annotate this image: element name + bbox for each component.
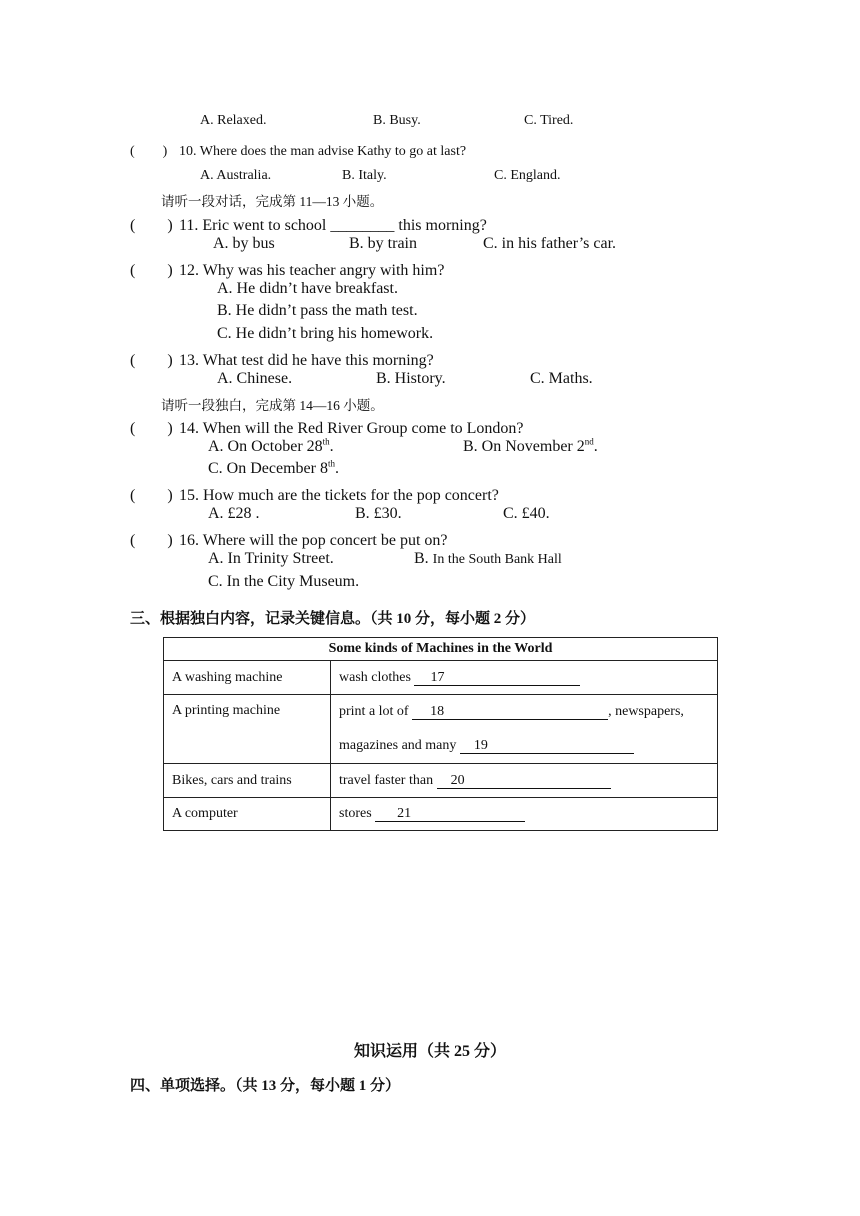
q16-option-b: B. In the South Bank Hall [414, 550, 562, 567]
q13-option-c: C. Maths. [530, 370, 593, 387]
answer-paren[interactable]: ( ) [130, 532, 173, 549]
blank-20[interactable]: 20 [437, 773, 611, 789]
q15-option-b: B. £30. [355, 505, 402, 522]
q13-option-a: A. Chinese. [217, 370, 293, 387]
q16-question: 16. Where will the pop concert be put on? [179, 532, 448, 549]
q13-option-b: B. History. [376, 370, 446, 387]
q13-question-line [130, 347, 434, 370]
q10-option-a: A. Australia. [200, 168, 272, 183]
table-row [164, 695, 718, 764]
q10-question: 10. Where does the man advise Kathy to go at last? [179, 144, 467, 159]
blank-19[interactable]: 19 [460, 738, 634, 754]
q14-option-a: A. On October 28th. [208, 436, 334, 455]
table-title: Some kinds of Machines in the World [164, 638, 718, 661]
q12-question: 12. Why was his teacher angry with him? [179, 262, 445, 279]
answer-paren[interactable]: ( ) [130, 217, 173, 234]
answer-paren[interactable]: ( ) [130, 352, 173, 369]
part-title: 知识运用（共 25 分） [353, 1043, 506, 1060]
q9-option-c: C. Tired. [524, 113, 574, 128]
q12-option-a: A. He didn’t have breakfast. [217, 280, 398, 297]
table-cell-info: wash clothes 17 [331, 661, 718, 695]
q14-question: 14. When will the Red River Group come to London? [179, 420, 524, 437]
table-cell-item: Bikes, cars and trains [164, 764, 331, 798]
q12-option-c: C. He didn’t bring his homework. [217, 325, 434, 342]
q15-option-c: C. £40. [503, 505, 550, 522]
q11-question: 11. Eric went to school ________ this morning? [179, 217, 487, 234]
table-cell-info: print a lot of 18 , newspapers, magazines and many 19 [331, 695, 718, 764]
machines-table [163, 637, 718, 831]
table-cell-info: travel faster than 20 [331, 764, 718, 798]
answer-paren[interactable]: ( ) [130, 262, 173, 279]
answer-paren[interactable]: ( ) [130, 420, 173, 437]
blank-18[interactable]: 18 [412, 704, 608, 720]
table-row [164, 764, 718, 798]
blank-21[interactable]: 21 [375, 806, 525, 822]
q10-option-b: B. Italy. [342, 168, 387, 183]
q11-question-line [130, 212, 487, 235]
instruction-14-16: 请听一段独白，完成第 14—16 小题。 [161, 398, 384, 413]
q13-question: 13. What test did he have this morning? [179, 352, 434, 369]
q11-option-c: C. in his father’s car. [483, 235, 617, 252]
q9-option-a: A. Relaxed. [200, 113, 267, 128]
q15-option-a: A. £28 . [208, 505, 260, 522]
table-row [164, 798, 718, 831]
q14-option-c: C. On December 8th. [208, 458, 339, 477]
q9-option-b: B. Busy. [373, 113, 421, 128]
q12-question-line [130, 257, 444, 280]
section-4-heading: 四、单项选择。（共 13 分，每小题 1 分） [130, 1078, 401, 1094]
table-cell-item: A printing machine [164, 695, 331, 764]
q16-option-c: C. In the City Museum. [208, 573, 360, 590]
q15-question-line [130, 482, 499, 505]
q14-question-line [130, 415, 524, 438]
table-row [164, 661, 718, 695]
q12-option-b: B. He didn’t pass the math test. [217, 302, 418, 319]
blank-17[interactable]: 17 [414, 670, 580, 686]
q15-question: 15. How much are the tickets for the pop concert? [179, 487, 499, 504]
instruction-11-13: 请听一段对话，完成第 11—13 小题。 [161, 194, 384, 209]
table-cell-item: A computer [164, 798, 331, 831]
q11-option-a: A. by bus [213, 235, 275, 252]
table-cell-info: stores 21 [331, 798, 718, 831]
q16-question-line [130, 527, 448, 550]
q11-option-b: B. by train [349, 235, 417, 252]
table-cell-item: A washing machine [164, 661, 331, 695]
section-3-heading: 三、根据独白内容，记录关键信息。（共 10 分，每小题 2 分） [130, 611, 536, 627]
answer-paren[interactable]: ( ) [130, 144, 168, 159]
q10-option-c: C. England. [494, 168, 561, 183]
answer-paren[interactable]: ( ) [130, 487, 173, 504]
q14-option-b: B. On November 2nd. [463, 436, 598, 455]
q16-option-a: A. In Trinity Street. [208, 550, 334, 567]
q10-question-line [130, 140, 466, 160]
